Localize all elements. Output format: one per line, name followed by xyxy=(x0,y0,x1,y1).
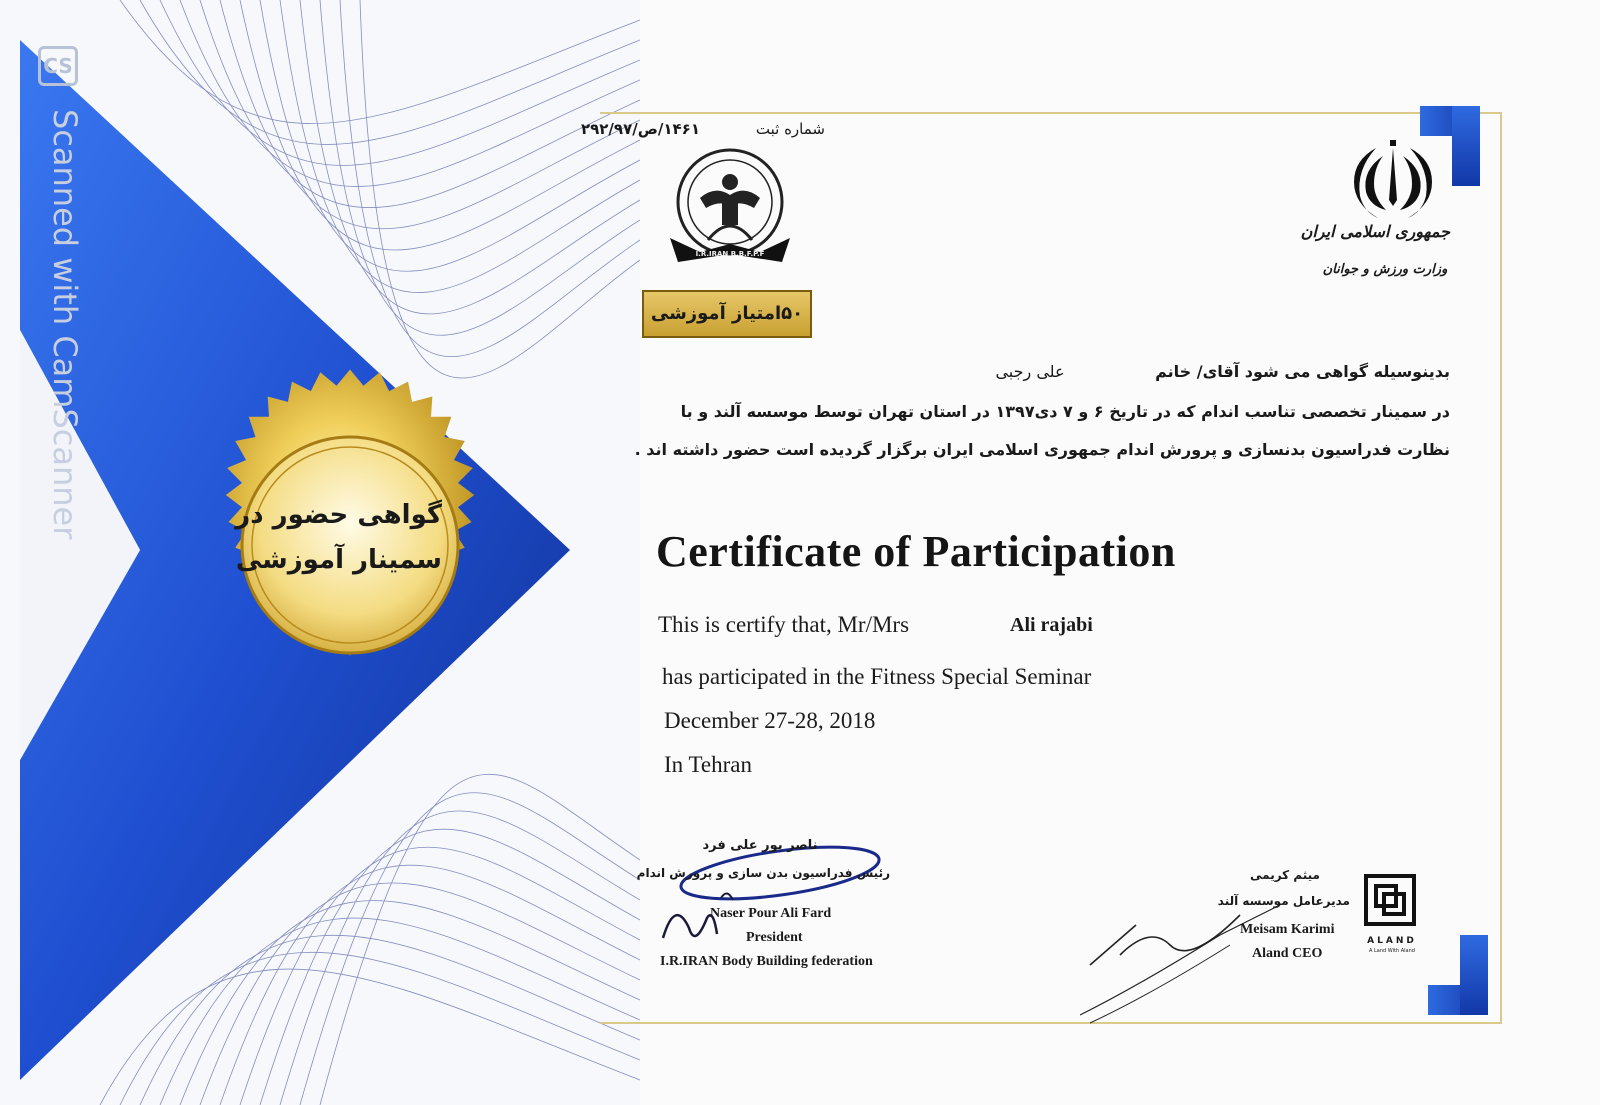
participant-name-en: Ali rajabi xyxy=(1010,614,1093,636)
seminar-date: December 27-28, 2018 xyxy=(664,708,876,733)
aland-logo-name: ALAND xyxy=(1367,936,1417,946)
camscanner-watermark xyxy=(30,40,90,600)
camscanner-text: Scanned with CamScanner xyxy=(46,109,84,540)
persian-line2: در سمینار تخصصی تناسب اندام که در تاریخ ۶ و ۷ دی۱۳۹۷ در استان تهران توسط موسسه آلند و با xyxy=(680,402,1450,421)
persian-line1-prefix: بدینوسیله گواهی می شود آقای/ خانم xyxy=(1155,362,1450,381)
ceo-title-en: Aland CEO xyxy=(1252,946,1323,961)
seminar-place: In Tehran xyxy=(664,752,753,777)
camscanner-logo-icon: CS xyxy=(38,46,78,86)
persian-name: علی رجبی xyxy=(995,362,1065,381)
ministry-line1: جمهوری اسلامی ایران xyxy=(1300,222,1450,241)
ministry-line2: وزارت ورزش و جوانان xyxy=(1322,262,1448,277)
points-badge xyxy=(642,290,812,338)
certificate-title: Certificate of Participation xyxy=(656,527,1176,576)
president-org-en: I.R.IRAN Body Building federation xyxy=(660,954,873,969)
seal-text-line2: سمینار آموزشی xyxy=(235,545,442,575)
emblem-ribbon-text: I.R.IRAN B.B.F.P.F xyxy=(695,250,765,258)
president-title-fa: رئیس فدراسیون بدن سازی و پرورش اندام xyxy=(636,866,890,880)
ceo-title-fa: مدیرعامل موسسه آلند xyxy=(1217,894,1350,908)
ceo-name-fa: میثم کریمی xyxy=(1250,868,1320,882)
points-badge-text: ۵۰امتیاز آموزشی xyxy=(650,303,804,324)
president-name-fa: ناصر پور علی فرد xyxy=(702,838,818,853)
registration-number: ۱۴۶۱/ص/۲۹۲/۹۷ xyxy=(580,120,700,138)
corner-bottom-right-v xyxy=(1460,935,1488,1015)
ceo-name-en: Meisam Karimi xyxy=(1240,922,1335,937)
federation-emblem xyxy=(660,140,800,280)
persian-line3: نظارت فدراسیون بدنسازی و پرورش اندام جمهوری اسلامی ایران برگزار گردیده است حضور داشته اند . xyxy=(634,440,1450,459)
corner-top-right-v xyxy=(1452,106,1480,186)
aland-logo-icon xyxy=(1360,872,1420,932)
aland-logo-tagline: A Land With Aland xyxy=(1369,948,1415,954)
certify-prefix: This is certify that, Mr/Mrs xyxy=(658,612,910,637)
iran-emblem-icon xyxy=(1348,140,1438,220)
participated-line: has participated in the Fitness Special Seminar xyxy=(662,664,1092,689)
president-title-en: President xyxy=(746,930,803,945)
registration-label: شماره ثبت xyxy=(755,120,825,138)
president-signature xyxy=(655,838,885,968)
seal-text-line1: گواهی حضور در xyxy=(235,500,442,530)
president-name-en: Naser Pour Ali Fard xyxy=(710,906,832,921)
